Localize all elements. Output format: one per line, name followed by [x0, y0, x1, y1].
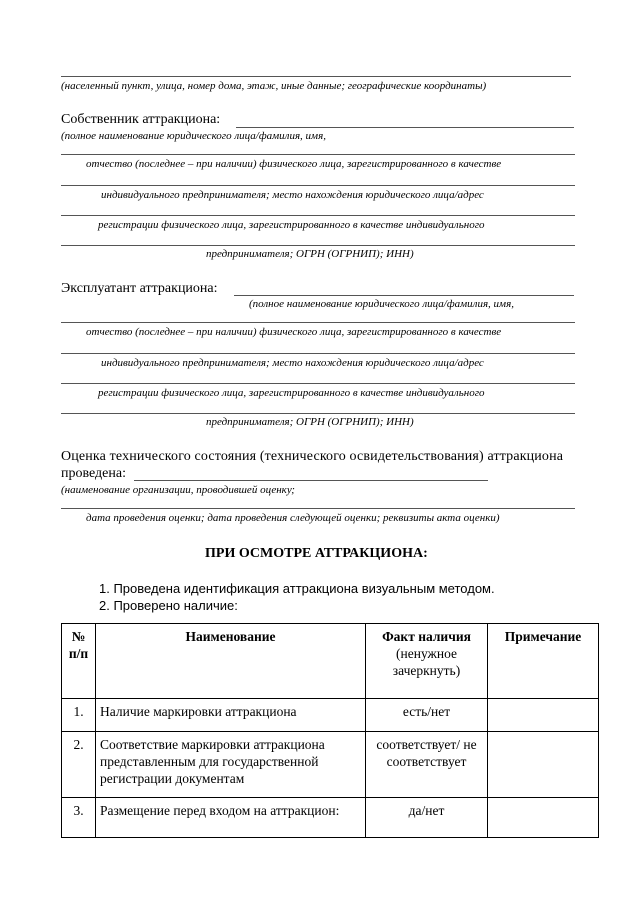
assessment-line-1: Оценка технического состояния (технического освидетельствования) аттракциона	[61, 449, 564, 464]
row-1-num: 1.	[62, 699, 96, 732]
row-2-note[interactable]	[488, 732, 599, 798]
list-item-2: 2. Проверено наличие:	[99, 598, 238, 613]
row-1-fact: есть/нет	[366, 699, 488, 732]
owner-caption-4: регистрации физического лица, зарегистрированного в качестве индивидуального	[98, 219, 485, 231]
row-2-name: Соответствие маркировки аттракциона представленным для государственной регистрации документам	[96, 732, 366, 798]
table-header-row	[62, 624, 599, 699]
owner-line-2	[61, 154, 575, 155]
operator-line-3	[61, 353, 575, 354]
assessment-caption-1: (наименование организации, проводившей оценку;	[61, 484, 295, 496]
assessment-line-3	[61, 508, 575, 509]
owner-caption-5: предпринимателя; ОГРН (ОГРНИП); ИНН)	[206, 248, 414, 260]
row-1-name: Наличие маркировки аттракциона	[96, 699, 366, 732]
owner-line-4	[61, 215, 575, 216]
assessment-caption-2: дата проведения оценки; дата проведения следующей оценки; реквизиты акта оценки)	[86, 512, 500, 524]
table-row	[62, 732, 599, 798]
row-2-num: 2.	[62, 732, 96, 798]
header-fact	[366, 624, 488, 699]
header-name: Наименование	[96, 624, 366, 699]
address-caption: (населенный пункт, улица, номер дома, этаж, иные данные; географические координаты)	[61, 80, 487, 92]
operator-label: Эксплуатант аттракциона:	[61, 281, 218, 296]
row-1-note[interactable]	[488, 699, 599, 732]
header-num: № п/п	[62, 624, 96, 699]
table-row	[62, 798, 599, 838]
owner-label: Собственник аттракциона:	[61, 112, 221, 127]
header-fact-note: (ненужное зачеркнуть)	[392, 646, 461, 678]
owner-line-5	[61, 245, 575, 246]
owner-caption-1: (полное наименование юридического лица/фамилия, имя,	[61, 130, 326, 142]
row-3-fact: да/нет	[366, 798, 488, 838]
owner-field-line	[236, 127, 574, 128]
owner-caption-2: отчество (последнее – при наличии) физического лица, зарегистрированного в качестве	[86, 158, 502, 170]
inspection-heading: ПРИ ОСМОТРЕ АТТРАКЦИОНА:	[205, 546, 428, 561]
operator-line-4	[61, 383, 575, 384]
operator-caption-1: (полное наименование юридического лица/фамилия, имя,	[249, 298, 514, 310]
operator-caption-2: отчество (последнее – при наличии) физического лица, зарегистрированного в качестве	[86, 326, 502, 338]
operator-field-line	[234, 295, 574, 296]
operator-caption-5: предпринимателя; ОГРН (ОГРНИП); ИНН)	[206, 416, 414, 428]
list-item-1: 1. Проведена идентификация аттракциона визуальным методом.	[99, 581, 495, 596]
inspection-table	[61, 623, 599, 838]
table-row	[62, 699, 599, 732]
assessment-field-line	[134, 480, 488, 481]
header-note: Примечание	[488, 624, 599, 699]
address-line	[61, 76, 571, 77]
owner-caption-3: индивидуального предпринимателя; место нахождения юридического лица/адрес	[101, 189, 484, 201]
operator-caption-4: регистрации физического лица, зарегистрированного в качестве индивидуального	[98, 387, 485, 399]
operator-line-2	[61, 322, 575, 323]
row-3-note[interactable]	[488, 798, 599, 838]
owner-line-3	[61, 185, 575, 186]
row-2-fact: соответствует/ не соответствует	[366, 732, 488, 798]
assessment-line-2: проведена:	[61, 466, 126, 481]
operator-line-5	[61, 413, 575, 414]
row-3-name: Размещение перед входом на аттракцион:	[96, 798, 366, 838]
header-fact-title: Факт наличия	[382, 629, 471, 644]
operator-caption-3: индивидуального предпринимателя; место нахождения юридического лица/адрес	[101, 357, 484, 369]
row-3-num: 3.	[62, 798, 96, 838]
